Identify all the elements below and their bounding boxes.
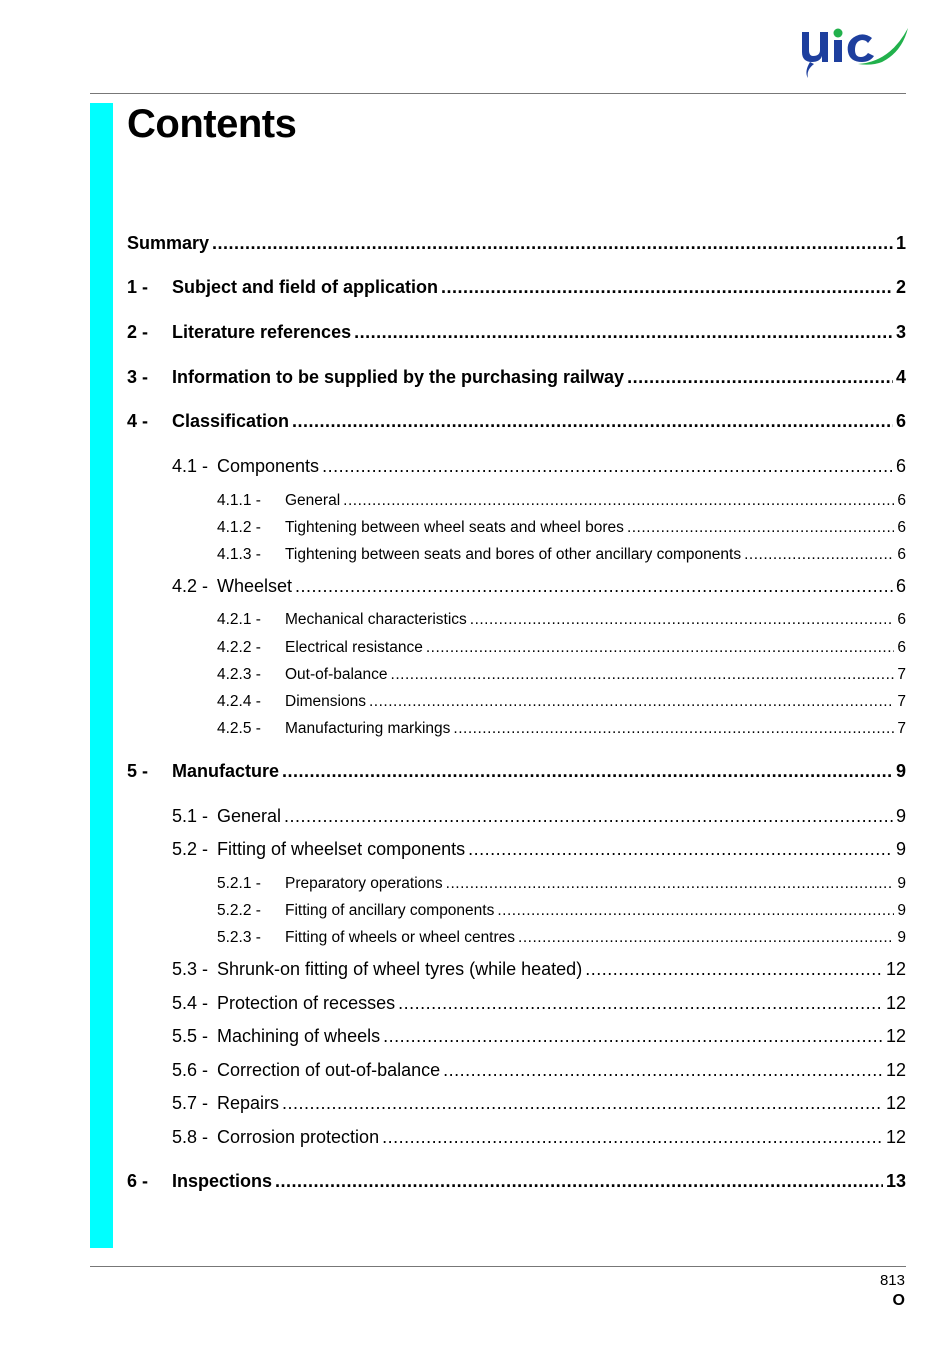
toc-entry-number: 5.2.2 - [217,902,261,919]
toc-entry-number: 4 - [127,411,149,431]
toc-entry[interactable] [127,277,906,298]
toc-entry-page: 12 [885,1026,906,1046]
header-rule [90,93,906,94]
toc-entry-page: 6 [897,639,906,656]
toc-entry-page: 2 [895,277,906,297]
toc-entry-text: Components [217,456,320,476]
leader-dots [292,411,893,432]
toc-entry-number: 1 - [127,277,149,297]
toc-entry-number: 5.2.1 - [217,875,261,892]
toc-entry[interactable] [172,1127,906,1148]
leader-dots [212,233,893,254]
leader-dots [497,902,894,920]
toc-entry-page: 9 [895,839,906,859]
toc-entry-text: Manufacture [172,761,280,781]
toc-entry-page: 6 [895,456,906,476]
toc-entry-number: 5.7 - [172,1093,209,1113]
toc-entry-page: 7 [897,720,906,737]
toc-entry[interactable] [217,666,906,684]
leader-dots [383,1026,883,1047]
toc-entry-text: Mechanical characteristics [285,611,467,628]
toc-entry[interactable] [172,959,906,980]
toc-entry-number: 4.2.3 - [217,666,261,683]
toc-entry-number: 4.2.2 - [217,639,261,656]
leader-dots [468,839,893,860]
toc-entry-number: 4.2.1 - [217,611,261,628]
toc-entry-number: 5.2 - [172,839,209,859]
toc-entry[interactable] [172,839,906,860]
toc-entry-text: Fitting of wheelset components [217,839,466,859]
toc-entry-page: 3 [895,322,906,342]
leader-dots [284,806,893,827]
toc-entry-number: 4.2.5 - [217,720,261,737]
toc-entry-page: 6 [897,546,906,563]
toc-entry[interactable] [217,611,906,629]
toc-entry-page: 6 [895,576,906,596]
toc-entry-text: Protection of recesses [217,993,396,1013]
toc-entry-page: 7 [897,666,906,683]
toc-entry-number: 5 - [127,761,149,781]
toc-entry[interactable] [172,993,906,1014]
toc-entry[interactable] [127,411,906,432]
toc-entry-page: 6 [897,492,906,509]
leader-dots [453,720,894,738]
toc-entry-page: 9 [895,761,906,781]
toc-entry-page: 1 [895,233,906,253]
toc-entry-text: Subject and field of application [172,277,439,297]
leader-dots [282,1093,883,1114]
page-title: Contents [127,102,297,146]
leader-dots [382,1127,883,1148]
leader-dots [585,959,883,980]
toc-entry[interactable] [217,492,906,510]
toc-entry-number: 4.1.3 - [217,546,261,563]
toc-entry[interactable] [217,639,906,657]
toc-entry-text: Correction of out-of-balance [217,1060,441,1080]
toc-entry[interactable] [217,875,906,893]
toc-entry-page: 12 [885,1127,906,1147]
toc-entry-page: 9 [895,806,906,826]
toc-entry-text: Preparatory operations [285,875,443,892]
leader-dots [369,693,894,711]
leader-dots [391,666,895,684]
toc-entry-number: 5.1 - [172,806,209,826]
toc-entry[interactable] [172,1093,906,1114]
toc-entry-text: Fitting of ancillary components [285,902,495,919]
toc-entry-text: Tightening between seats and bores of other ancillary components [285,546,742,563]
leader-dots [744,546,894,564]
leader-dots [627,519,894,537]
toc-entry-text: Repairs [217,1093,280,1113]
toc-entry-text: Information to be supplied by the purchasing railway [172,367,625,387]
toc-entry-number: 4.1.2 - [217,519,261,536]
toc-entry-page: 12 [885,993,906,1013]
leader-dots [446,875,895,893]
toc-entry-number: 2 - [127,322,149,342]
toc-entry[interactable] [217,929,906,947]
toc-entry-text: Fitting of wheels or wheel centres [285,929,516,946]
toc-entry-number: 6 - [127,1171,149,1191]
toc-entry[interactable] [127,367,906,388]
toc-entry-text: Dimensions [285,693,366,710]
toc-entry[interactable] [127,1171,906,1192]
leader-dots [426,639,895,657]
leaflet-code: O [892,1292,905,1309]
toc-entry-page: 9 [897,929,906,946]
toc-entry-number: 5.2.3 - [217,929,261,946]
leader-dots [443,1060,883,1081]
toc-entry-text: Summary [127,233,210,253]
toc-entry[interactable] [217,720,906,738]
leader-dots [441,277,893,298]
toc-entry-number: 5.8 - [172,1127,209,1147]
toc-entry-page: 9 [897,902,906,919]
leader-dots [470,611,895,629]
toc-entry-page: 6 [895,411,906,431]
leader-dots [282,761,893,782]
toc-entry-text: Literature references [172,322,352,342]
toc-entry[interactable] [127,761,906,782]
toc-entry-text: Machining of wheels [217,1026,381,1046]
toc-entry[interactable] [217,519,906,537]
leader-dots [354,322,893,343]
toc-entry-page: 4 [895,367,906,387]
toc-entry-number: 4.2.4 - [217,693,261,710]
toc-entry-page: 12 [885,959,906,979]
leader-dots [518,929,894,947]
leader-dots [627,367,893,388]
toc-entry-text: Inspections [172,1171,273,1191]
toc-entry-text: Shrunk-on fitting of wheel tyres (while heated) [217,959,583,979]
toc-entry-text: Manufacturing markings [285,720,451,737]
toc-entry-text: General [285,492,341,509]
toc-entry[interactable] [172,806,906,827]
leader-dots [398,993,883,1014]
toc-entry-text: Corrosion protection [217,1127,380,1147]
toc-entry[interactable] [172,456,906,477]
toc-entry-page: 12 [885,1060,906,1080]
toc-entry-text: Wheelset [217,576,293,596]
toc-entry[interactable] [172,576,906,597]
toc-entry-text: Out-of-balance [285,666,388,683]
toc-entry[interactable] [172,1026,906,1047]
accent-bar [90,103,113,1248]
toc-entry-text: Classification [172,411,290,431]
toc-entry[interactable] [172,1060,906,1081]
footer-rule [90,1266,906,1267]
toc-entry-number: 5.6 - [172,1060,209,1080]
toc-entry-number: 5.4 - [172,993,209,1013]
toc-entry-page: 12 [885,1093,906,1113]
leader-dots [343,492,894,510]
toc-entry[interactable] [127,322,906,343]
toc-entry-page: 13 [885,1171,906,1191]
toc-entry-number: 3 - [127,367,149,387]
toc-entry[interactable] [217,902,906,920]
toc-entry-number: 4.1.1 - [217,492,261,509]
toc-entry-page: 9 [897,875,906,892]
toc-entry-page: 6 [897,611,906,628]
leader-dots [322,456,893,477]
toc-entry-number: 5.3 - [172,959,209,979]
toc-entry-page: 6 [897,519,906,536]
leader-dots [295,576,893,597]
toc-entry-text: Tightening between wheel seats and wheel bores [285,519,624,536]
toc-entry-number: 4.2 - [172,576,209,596]
toc-entry-number: 5.5 - [172,1026,209,1046]
leader-dots [275,1171,883,1192]
toc-entry-page: 7 [897,693,906,710]
toc-entry[interactable] [217,546,906,564]
toc-entry-number: 4.1 - [172,456,209,476]
page-number: 813 [879,1272,905,1289]
uic-logo [798,18,912,80]
toc-entry-text: Electrical resistance [285,639,423,656]
toc-entry-text: General [217,806,282,826]
toc-entry[interactable] [217,693,906,711]
toc-entry-summary[interactable] [127,233,906,254]
